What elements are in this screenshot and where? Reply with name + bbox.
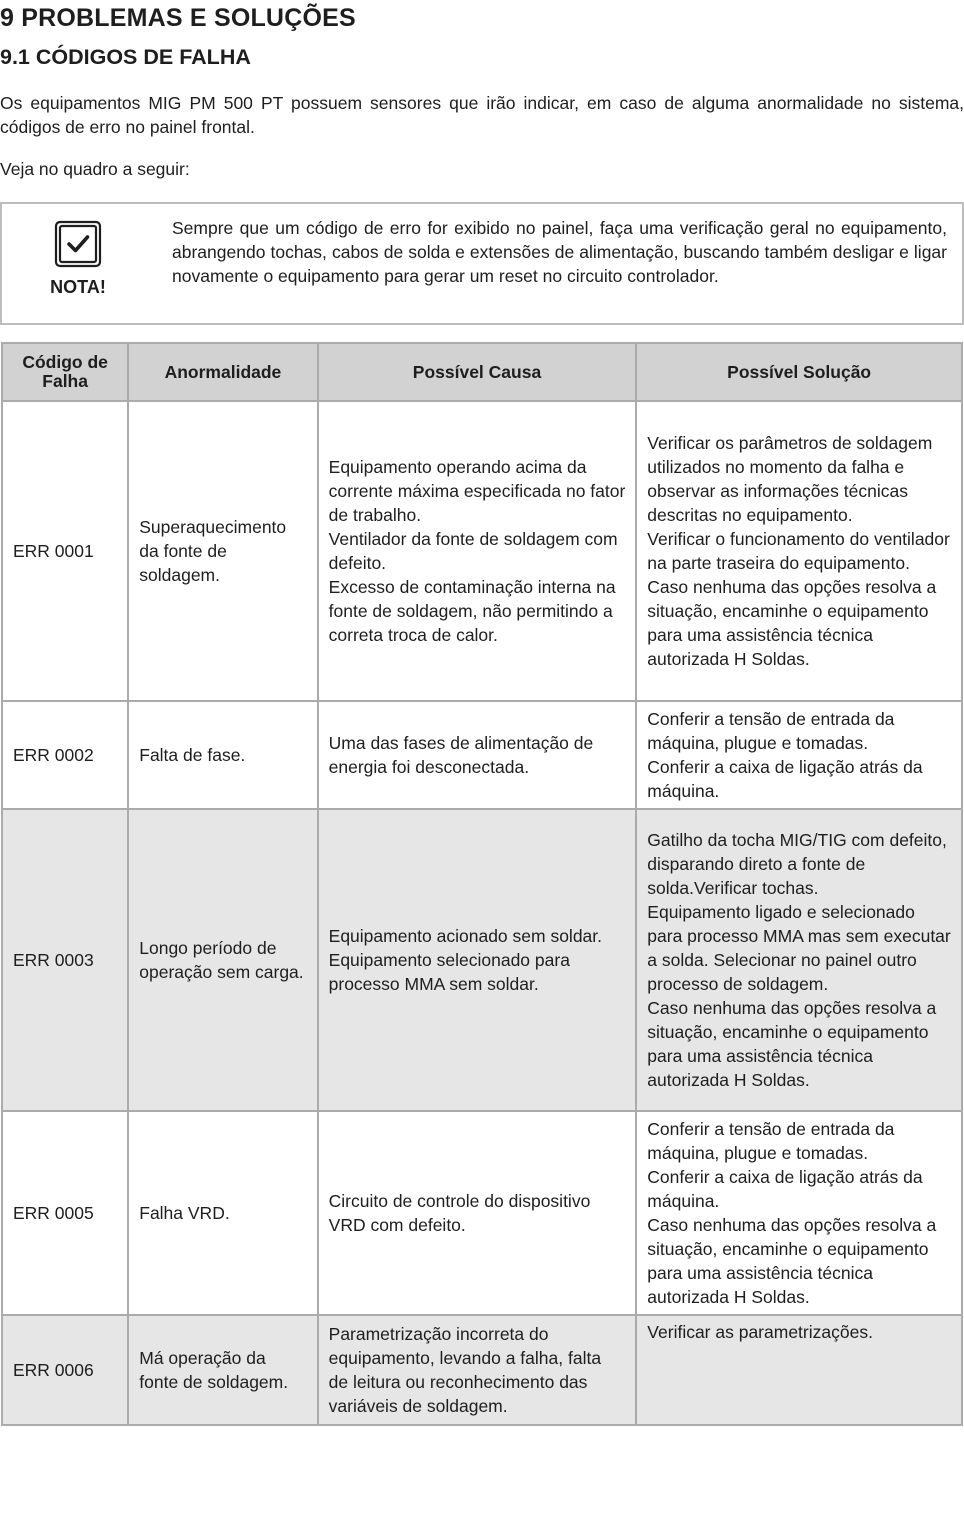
solution-item: Verificar os parâmetros de soldagem utilizados no momento da falha e observar as informações técnicas descritas no equipamento. [647,433,933,525]
fault-codes-table [1,342,963,1426]
table-row [2,401,962,701]
fault-solution [636,701,962,809]
fault-anomaly: Falta de fase. [128,701,317,809]
note-label: NOTA! [50,277,106,297]
solution-item: Verificar o funcionamento do ventilador na parte traseira do equipamento. [647,529,950,573]
fault-cause [318,401,637,701]
checkbox-check-icon [54,220,102,268]
lead-paragraph: Veja no quadro a seguir: [0,159,190,179]
solution-item: Gatilho da tocha MIG/TIG com defeito, disparando direto a fonte de solda.Verificar tochas. [647,830,947,898]
page-title: 9 PROBLEMAS E SOLUÇÕES [0,4,356,32]
solution-item: Caso nenhuma das opções resolva a situação, encaminhe o equipamento para uma assistência técnica autorizada H Soldas. [647,577,937,669]
intro-paragraph: Os equipamentos MIG PM 500 PT possuem sensores que irão indicar, em caso de alguma anormalidade no sistema, códigos de erro no painel frontal. [0,93,964,137]
cause-item: Equipamento selecionado para processo MMA sem soldar. [328,950,570,994]
fault-anomaly: Longo período de operação sem carga. [128,809,317,1111]
fault-solution [636,401,962,701]
fault-cause [318,701,637,809]
fault-code: ERR 0003 [2,809,128,1111]
solution-item: Caso nenhuma das opções resolva a situação, encaminhe o equipamento para uma assistência técnica autorizada H Soldas. [647,1215,937,1307]
table-row [2,1111,962,1315]
fault-code: ERR 0002 [2,701,128,809]
cause-item: Excesso de contaminação interna na fonte de soldagem, não permitindo a correta troca de calor. [328,577,616,645]
fault-solution [636,1111,962,1315]
cause-item: Parametrização incorreta do equipamento, levando a falha, falta de leitura ou reconhecimento das variáveis de soldagem. [328,1324,602,1416]
table-row [2,701,962,809]
cause-item: Circuito de controle do dispositivo VRD com defeito. [328,1191,591,1235]
table-row [2,809,962,1111]
note-text: Sempre que um código de erro for exibido no painel, faça uma verificação geral no equipamento, abrangendo tochas, cabos de solda e extensões de alimentação, buscando também desligar e ligar novamente o equipamento para gerar um reset no circuito controlador. [172,218,947,286]
header-code: Código de Falha [2,343,128,401]
table-row [2,1315,962,1425]
cause-item: Equipamento operando acima da corrente máxima especificada no fator de trabalho. [328,457,626,525]
cause-item: Uma das fases de alimentação de energia foi desconectada. [328,733,594,777]
note-box [0,202,964,325]
solution-item: Caso nenhuma das opções resolva a situação, encaminhe o equipamento para uma assistência técnica autorizada H Soldas. [647,998,937,1090]
fault-code: ERR 0006 [2,1315,128,1425]
note-badge [38,220,118,298]
section-title: 9.1 CÓDIGOS DE FALHA [0,45,251,69]
solution-item: Equipamento ligado e selecionado para processo MMA mas sem executar a solda. Selecionar no painel outro processo de soldagem. [647,902,951,994]
header-anomaly: Anormalidade [128,343,317,401]
fault-solution [636,1315,962,1425]
table-header-row [2,343,962,401]
fault-cause [318,1315,637,1425]
fault-code: ERR 0005 [2,1111,128,1315]
solution-item: Conferir a tensão de entrada da máquina, plugue e tomadas. [647,1119,895,1163]
cause-item: Ventilador da fonte de soldagem com defeito. [328,529,618,573]
fault-cause [318,809,637,1111]
fault-anomaly: Superaquecimento da fonte de soldagem. [128,401,317,701]
solution-item: Verificar as parametrizações. [647,1322,873,1342]
fault-anomaly: Má operação da fonte de soldagem. [128,1315,317,1425]
fault-code: ERR 0001 [2,401,128,701]
solution-item: Conferir a tensão de entrada da máquina, plugue e tomadas. [647,709,895,753]
fault-anomaly: Falha VRD. [128,1111,317,1315]
header-solution: Possível Solução [636,343,962,401]
cause-item: Equipamento acionado sem soldar. [328,926,603,946]
solution-item: Conferir a caixa de ligação atrás da máquina. [647,757,923,801]
fault-cause [318,1111,637,1315]
fault-solution [636,809,962,1111]
header-cause: Possível Causa [318,343,637,401]
solution-item: Conferir a caixa de ligação atrás da máquina. [647,1167,923,1211]
